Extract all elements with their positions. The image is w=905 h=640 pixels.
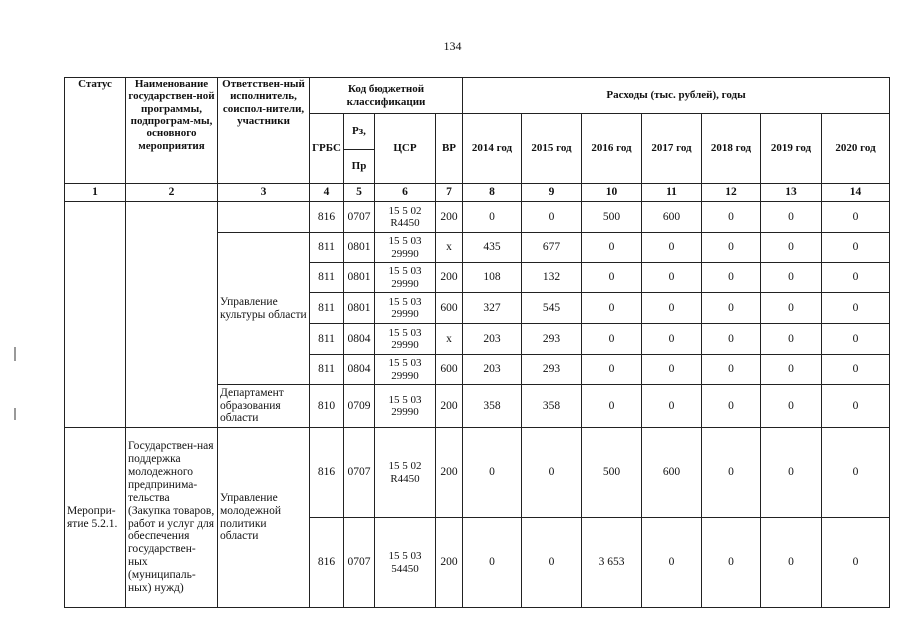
vr-cell: 200 [436, 263, 463, 293]
value-cell: 0 [582, 324, 642, 355]
value-cell: 3 653 [582, 518, 642, 608]
column-numbers-row [65, 184, 890, 202]
value-cell: 0 [761, 385, 822, 428]
value-cell: 0 [702, 385, 761, 428]
rzpr-cell: 0707 [344, 428, 375, 518]
column-number: 13 [761, 184, 822, 202]
header-budget-code: Код бюджетной классификации [310, 78, 463, 114]
header-csr: ЦСР [375, 114, 436, 184]
grbs-cell: 811 [310, 263, 344, 293]
grbs-cell: 816 [310, 518, 344, 608]
value-cell: 0 [522, 428, 582, 518]
value-cell: 0 [642, 518, 702, 608]
csr-cell: 15 5 03 29990 [375, 385, 436, 428]
header-year: 2019 год [761, 114, 822, 184]
scan-mark [14, 408, 16, 420]
header-year: 2016 год [582, 114, 642, 184]
value-cell: 0 [822, 518, 890, 608]
value-cell: 203 [463, 355, 522, 385]
value-cell: 0 [761, 324, 822, 355]
scan-mark [14, 347, 16, 361]
value-cell: 0 [702, 324, 761, 355]
column-number: 3 [218, 184, 310, 202]
header-year: 2018 год [702, 114, 761, 184]
csr-cell: 15 5 02 R4450 [375, 428, 436, 518]
value-cell: 500 [582, 202, 642, 233]
value-cell: 0 [761, 355, 822, 385]
header-grbs: ГРБС [310, 114, 344, 184]
value-cell: 293 [522, 324, 582, 355]
value-cell: 435 [463, 233, 522, 263]
csr-cell: 15 5 03 29990 [375, 355, 436, 385]
value-cell: 0 [761, 233, 822, 263]
measure-status: Меропри-ятие 5.2.1. [65, 428, 126, 608]
page-number: 134 [443, 39, 462, 53]
header-status: Статус [65, 78, 126, 184]
value-cell: 0 [822, 428, 890, 518]
value-cell: 0 [642, 263, 702, 293]
csr-cell: 15 5 03 54450 [375, 518, 436, 608]
value-cell: 0 [702, 355, 761, 385]
value-cell: 0 [702, 518, 761, 608]
executor-education: Департамент образования области [218, 385, 310, 428]
value-cell: 0 [642, 385, 702, 428]
grbs-cell: 816 [310, 428, 344, 518]
value-cell: 0 [822, 355, 890, 385]
value-cell: 0 [822, 263, 890, 293]
vr-cell: 200 [436, 385, 463, 428]
value-cell: 0 [582, 233, 642, 263]
csr-cell: 15 5 03 29990 [375, 233, 436, 263]
value-cell: 0 [702, 263, 761, 293]
value-cell: 0 [522, 518, 582, 608]
value-cell: 327 [463, 293, 522, 324]
value-cell: 0 [702, 293, 761, 324]
header-pr: Пр [344, 150, 375, 184]
column-number: 14 [822, 184, 890, 202]
column-number: 7 [436, 184, 463, 202]
grbs-cell: 811 [310, 324, 344, 355]
column-number: 5 [344, 184, 375, 202]
header-year: 2015 год [522, 114, 582, 184]
vr-cell: 200 [436, 202, 463, 233]
value-cell: 0 [582, 355, 642, 385]
column-number: 8 [463, 184, 522, 202]
value-cell: 0 [822, 233, 890, 263]
header-year: 2020 год [822, 114, 890, 184]
value-cell: 0 [702, 202, 761, 233]
value-cell: 0 [463, 518, 522, 608]
header-year: 2014 год [463, 114, 522, 184]
status-cell-empty [65, 202, 126, 428]
vr-cell: 600 [436, 293, 463, 324]
value-cell: 293 [522, 355, 582, 385]
value-cell: 0 [582, 385, 642, 428]
value-cell: 0 [822, 324, 890, 355]
rzpr-cell: 0804 [344, 324, 375, 355]
value-cell: 0 [642, 324, 702, 355]
value-cell: 0 [761, 293, 822, 324]
column-number: 12 [702, 184, 761, 202]
header-vr: ВР [436, 114, 463, 184]
header-name: Наименование государствен-ной программы, подпрограм-мы, основного мероприятия [126, 78, 218, 184]
value-cell: 677 [522, 233, 582, 263]
value-cell: 600 [642, 202, 702, 233]
value-cell: 0 [463, 202, 522, 233]
vr-cell: 200 [436, 428, 463, 518]
value-cell: 0 [822, 202, 890, 233]
value-cell: 0 [761, 202, 822, 233]
column-number: 6 [375, 184, 436, 202]
header-year: 2017 год [642, 114, 702, 184]
vr-cell: 200 [436, 518, 463, 608]
value-cell: 0 [822, 293, 890, 324]
grbs-cell: 816 [310, 202, 344, 233]
value-cell: 600 [642, 428, 702, 518]
header-rz: Рз, [344, 114, 375, 150]
value-cell: 0 [522, 202, 582, 233]
rzpr-cell: 0707 [344, 518, 375, 608]
value-cell: 0 [582, 293, 642, 324]
value-cell: 203 [463, 324, 522, 355]
grbs-cell: 810 [310, 385, 344, 428]
value-cell: 132 [522, 263, 582, 293]
column-number: 4 [310, 184, 344, 202]
value-cell: 0 [761, 428, 822, 518]
value-cell: 0 [642, 355, 702, 385]
value-cell: 0 [463, 428, 522, 518]
rzpr-cell: 0707 [344, 202, 375, 233]
value-cell: 358 [463, 385, 522, 428]
csr-cell: 15 5 03 29990 [375, 293, 436, 324]
value-cell: 500 [582, 428, 642, 518]
grbs-cell: 811 [310, 233, 344, 263]
value-cell: 0 [822, 385, 890, 428]
column-number: 9 [522, 184, 582, 202]
rzpr-cell: 0804 [344, 355, 375, 385]
header-expenses: Расходы (тыс. рублей), годы [463, 78, 890, 114]
csr-cell: 15 5 02 R4450 [375, 202, 436, 233]
value-cell: 108 [463, 263, 522, 293]
vr-cell: 600 [436, 355, 463, 385]
table-row [65, 202, 890, 233]
vr-cell: х [436, 324, 463, 355]
executor-youth: Управление молодежной политики области [218, 428, 310, 608]
value-cell: 0 [582, 263, 642, 293]
column-number: 11 [642, 184, 702, 202]
rzpr-cell: 0801 [344, 293, 375, 324]
column-number: 2 [126, 184, 218, 202]
value-cell: 0 [702, 428, 761, 518]
value-cell: 0 [761, 518, 822, 608]
column-number: 1 [65, 184, 126, 202]
executor-cell-empty [218, 202, 310, 233]
grbs-cell: 811 [310, 293, 344, 324]
executor-culture: Управление культуры области [218, 233, 310, 385]
header-executor: Ответствен-ный исполнитель, соиспол-нители, участники [218, 78, 310, 184]
measure-name: Государствен-ная поддержка молодежного предпринима-тельства (Закупка товаров, работ и услуг для обеспечения государствен-ных (муниципаль-ных) нужд) [126, 428, 218, 608]
column-number: 10 [582, 184, 642, 202]
csr-cell: 15 5 03 29990 [375, 263, 436, 293]
csr-cell: 15 5 03 29990 [375, 324, 436, 355]
vr-cell: х [436, 233, 463, 263]
value-cell: 0 [761, 263, 822, 293]
value-cell: 0 [642, 233, 702, 263]
grbs-cell: 811 [310, 355, 344, 385]
table-row [65, 428, 890, 518]
rzpr-cell: 0801 [344, 233, 375, 263]
value-cell: 545 [522, 293, 582, 324]
rzpr-cell: 0801 [344, 263, 375, 293]
value-cell: 358 [522, 385, 582, 428]
name-cell-empty [126, 202, 218, 428]
value-cell: 0 [642, 293, 702, 324]
value-cell: 0 [702, 233, 761, 263]
rzpr-cell: 0709 [344, 385, 375, 428]
budget-table [64, 77, 890, 608]
